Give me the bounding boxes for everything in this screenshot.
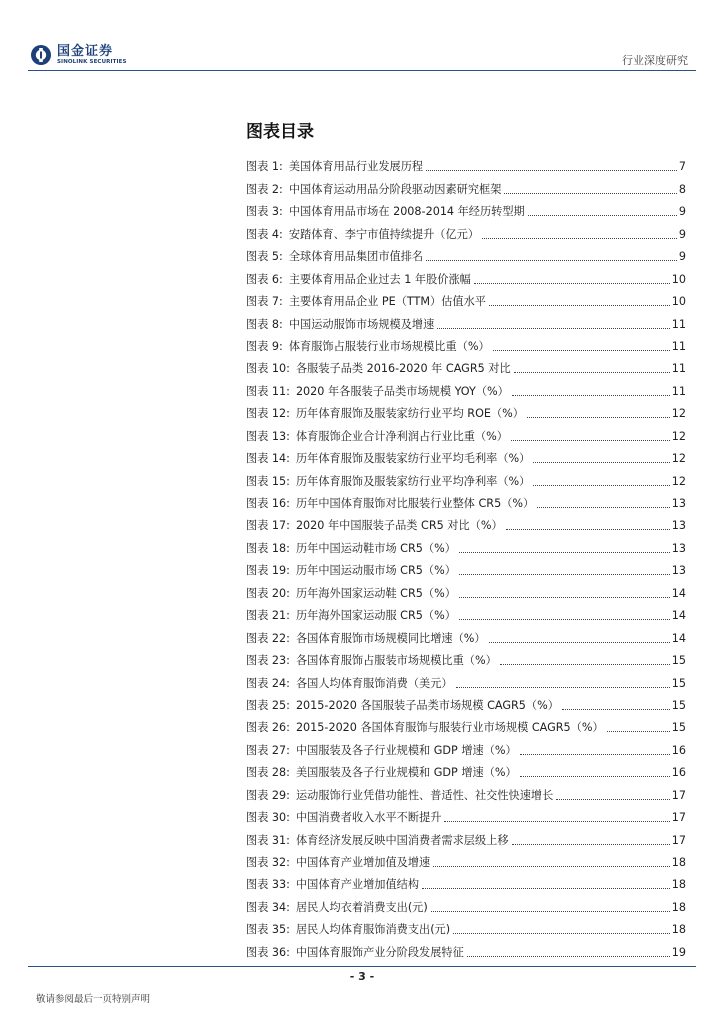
toc-entry-page: 13 <box>671 519 686 533</box>
toc-entry[interactable] <box>246 466 686 488</box>
toc-leader-dots <box>431 911 670 912</box>
toc-entry-page: 10 <box>671 295 686 309</box>
toc-entry[interactable] <box>246 937 686 959</box>
toc-leader-dots <box>512 844 670 845</box>
toc-list <box>246 152 686 960</box>
company-logo <box>30 42 127 68</box>
toc-entry-title: 中国体育产业增加值结构 <box>295 878 420 892</box>
toc-entry-page: 15 <box>671 676 686 690</box>
toc-title: 图表目录 <box>246 122 314 142</box>
toc-entry-title: 中国体育用品市场在 2008-2014 年经历转型期 <box>288 205 525 219</box>
toc-leader-dots <box>489 305 670 306</box>
toc-entry[interactable] <box>246 444 686 466</box>
toc-entry[interactable] <box>246 421 686 443</box>
toc-entry[interactable] <box>246 511 686 533</box>
toc-leader-dots <box>467 956 670 957</box>
toc-entry-title: 安踏体育、李宁市值持续提升（亿元） <box>288 227 480 241</box>
toc-leader-dots <box>433 866 670 867</box>
toc-entry-number: 图表 31: <box>246 833 290 847</box>
page-number: - 3 - <box>349 970 375 983</box>
logo-english-name: SINOLINK SECURITIES <box>57 58 127 65</box>
toc-entry[interactable] <box>246 242 686 264</box>
page-header <box>0 0 724 72</box>
toc-entry[interactable] <box>246 219 686 241</box>
toc-entry-page: 15 <box>671 698 686 712</box>
toc-entry[interactable] <box>246 870 686 892</box>
toc-entry-page: 14 <box>671 586 686 600</box>
toc-entry-number: 图表 18: <box>246 541 290 555</box>
toc-entry-page: 17 <box>671 833 686 847</box>
toc-entry-number: 图表 9: <box>246 339 283 353</box>
toc-leader-dots <box>506 529 670 530</box>
toc-entry[interactable] <box>246 264 686 286</box>
toc-entry-number: 图表 27: <box>246 743 290 757</box>
toc-entry-page: 12 <box>671 429 686 443</box>
toc-entry-number: 图表 21: <box>246 609 290 623</box>
toc-leader-dots <box>511 440 670 441</box>
toc-entry-page: 13 <box>671 541 686 555</box>
toc-entry-number: 图表 12: <box>246 407 290 421</box>
toc-entry-page: 18 <box>671 878 686 892</box>
toc-entry-title: 体育服饰企业合计净利润占行业比重（%） <box>295 429 508 443</box>
toc-entry-page: 11 <box>671 317 686 331</box>
toc-entry[interactable] <box>246 309 686 331</box>
toc-entry-title: 美国服装及各子行业规模和 GDP 增速（%） <box>295 766 517 780</box>
toc-entry-number: 图表 32: <box>246 856 290 869</box>
toc-entry-number: 图表 20: <box>246 586 290 600</box>
toc-entry-number: 图表 17: <box>246 519 290 533</box>
toc-leader-dots <box>459 552 670 553</box>
toc-leader-dots <box>459 574 670 575</box>
toc-leader-dots <box>453 933 670 934</box>
toc-entry-page: 17 <box>671 811 686 825</box>
toc-entry-title: 体育经济发展反映中国消费者需求层级上移 <box>295 833 509 847</box>
toc-entry-page: 15 <box>671 654 686 668</box>
toc-entry[interactable] <box>246 533 686 555</box>
toc-entry-title: 历年中国体育服饰对比服装行业整体 CR5（%） <box>295 497 535 510</box>
toc-entry-page: 13 <box>671 497 686 510</box>
toc-entry[interactable] <box>246 646 686 668</box>
toc-entry-page: 9 <box>678 250 686 264</box>
toc-entry-number: 图表 33: <box>246 878 290 892</box>
toc-entry[interactable] <box>246 332 686 354</box>
toc-entry-number: 图表 4: <box>246 227 283 241</box>
toc-entry-number: 图表 13: <box>246 429 290 443</box>
toc-entry-page: 18 <box>671 900 686 914</box>
toc-entry[interactable] <box>246 556 686 578</box>
toc-entry-page: 14 <box>671 631 686 645</box>
toc-entry-number: 图表 19: <box>246 564 290 578</box>
toc-entry-page: 12 <box>671 452 686 466</box>
toc-entry-page: 12 <box>671 474 686 488</box>
toc-leader-dots <box>607 731 670 732</box>
toc-entry-title: 历年海外国家运动服 CR5（%） <box>295 609 456 623</box>
toc-leader-dots <box>514 372 670 373</box>
toc-entry[interactable] <box>246 174 686 196</box>
toc-entry-number: 图表 34: <box>246 900 290 914</box>
toc-entry-title: 历年体育服饰及服装家纺行业平均净利率（%） <box>295 474 531 488</box>
toc-leader-dots <box>489 642 670 643</box>
toc-entry-title: 各国人均体育服饰消费（美元） <box>295 676 453 690</box>
toc-entry[interactable] <box>246 578 686 600</box>
toc-entry-page: 12 <box>671 407 686 421</box>
toc-entry-title: 中国体育服饰产业分阶段发展特征 <box>295 945 464 959</box>
toc-entry-page: 14 <box>671 609 686 623</box>
sinolink-logo-icon <box>30 44 52 66</box>
toc-entry-title: 运动服饰行业凭借功能性、普适性、社交性快速增长 <box>295 788 554 802</box>
toc-leader-dots <box>504 193 676 194</box>
toc-entry-title: 中国体育运动用品分阶段驱动因素研究框架 <box>288 182 502 196</box>
toc-entry[interactable] <box>246 489 686 511</box>
toc-entry[interactable] <box>246 735 686 757</box>
toc-entry-number: 图表 29: <box>246 788 290 802</box>
toc-entry-title: 历年体育服饰及服装家纺行业平均 ROE（%） <box>295 407 524 421</box>
toc-entry-title: 历年体育服饰及服装家纺行业平均毛利率（%） <box>295 452 531 466</box>
toc-entry-page: 18 <box>671 923 686 937</box>
toc-leader-dots <box>527 417 670 418</box>
toc-leader-dots <box>426 260 677 261</box>
toc-entry[interactable] <box>246 780 686 802</box>
toc-entry-title: 各服装子品类 2016-2020 年 CAGR5 对比 <box>295 362 511 376</box>
toc-entry-page: 10 <box>671 272 686 286</box>
toc-entry[interactable] <box>246 825 686 847</box>
toc-entry[interactable] <box>246 376 686 398</box>
toc-entry[interactable] <box>246 623 686 645</box>
toc-entry-title: 历年中国运动服市场 CR5（%） <box>295 564 456 578</box>
toc-entry-number: 图表 28: <box>246 766 290 780</box>
toc-entry-title: 2020 年中国服装子品类 CR5 对比（%） <box>295 519 503 533</box>
toc-entry-number: 图表 22: <box>246 631 290 645</box>
toc-entry[interactable] <box>246 915 686 937</box>
toc-entry-number: 图表 2: <box>246 182 283 196</box>
toc-entry-number: 图表 8: <box>246 317 283 331</box>
toc-entry-title: 美国体育用品行业发展历程 <box>288 160 424 174</box>
toc-entry[interactable] <box>246 152 686 174</box>
toc-leader-dots <box>556 799 669 800</box>
header-divider <box>28 70 696 71</box>
logo-wordmark <box>57 45 127 66</box>
toc-entry-title: 中国运动服饰市场规模及增速 <box>288 317 435 331</box>
footer-divider <box>28 966 696 967</box>
toc-entry[interactable] <box>246 197 686 219</box>
toc-leader-dots <box>459 597 670 598</box>
toc-leader-dots <box>493 350 670 351</box>
toc-entry-page: 16 <box>671 743 686 757</box>
toc-leader-dots <box>426 170 677 171</box>
toc-entry-number: 图表 10: <box>246 362 290 376</box>
toc-entry-title: 主要体育用品企业过去 1 年股价涨幅 <box>288 272 471 286</box>
footer-disclaimer: 敬请参阅最后一页特别声明 <box>36 994 151 1005</box>
toc-entry-number: 图表 35: <box>246 923 290 937</box>
toc-entry[interactable] <box>246 758 686 780</box>
toc-leader-dots <box>482 238 677 239</box>
toc-entry-title: 居民人均体育服饰消费支出(元) <box>295 923 451 937</box>
toc-leader-dots <box>444 821 669 822</box>
toc-leader-dots <box>533 462 669 463</box>
toc-entry-title: 主要体育用品企业 PE（TTM）估值水平 <box>288 295 486 309</box>
toc-entry-title: 中国体育产业增加值及增速 <box>295 856 431 869</box>
toc-entry-page: 7 <box>678 160 686 174</box>
toc-entry-number: 图表 15: <box>246 474 290 488</box>
toc-entry-number: 图表 3: <box>246 205 283 219</box>
toc-entry-page: 8 <box>678 182 686 196</box>
toc-leader-dots <box>528 215 677 216</box>
toc-entry-number: 图表 26: <box>246 721 290 735</box>
toc-entry-title: 各国体育服饰占服装市场规模比重（%） <box>295 654 497 668</box>
toc-entry[interactable] <box>246 287 686 309</box>
toc-entry-title: 中国消费者收入水平不断提升 <box>295 811 442 825</box>
toc-entry-title: 体育服饰占服装行业市场规模比重（%） <box>288 339 490 353</box>
toc-entry-number: 图表 16: <box>246 497 290 510</box>
toc-entry[interactable] <box>246 713 686 735</box>
toc-entry[interactable] <box>246 803 686 825</box>
toc-entry[interactable] <box>246 399 686 421</box>
toc-entry-number: 图表 36: <box>246 945 290 959</box>
toc-entry-page: 11 <box>671 384 686 398</box>
toc-entry-number: 图表 7: <box>246 295 283 309</box>
toc-entry[interactable] <box>246 691 686 713</box>
toc-entry-page: 9 <box>678 205 686 219</box>
toc-entry-title: 历年海外国家运动鞋 CR5（%） <box>295 586 456 600</box>
toc-entry[interactable] <box>246 668 686 690</box>
toc-leader-dots <box>562 709 670 710</box>
toc-entry-page: 9 <box>678 227 686 241</box>
toc-leader-dots <box>456 687 670 688</box>
toc-entry[interactable] <box>246 354 686 376</box>
toc-entry-number: 图表 23: <box>246 654 290 668</box>
toc-entry-number: 图表 11: <box>246 384 290 398</box>
toc-leader-dots <box>520 776 670 777</box>
toc-entry-page: 13 <box>671 564 686 578</box>
toc-leader-dots <box>533 485 669 486</box>
toc-leader-dots <box>512 395 670 396</box>
toc-entry-page: 15 <box>671 721 686 735</box>
toc-leader-dots <box>459 619 670 620</box>
toc-entry-number: 图表 30: <box>246 811 290 825</box>
toc-leader-dots <box>537 507 670 508</box>
report-type-label: 行业深度研究 <box>622 54 688 67</box>
toc-entry-number: 图表 1: <box>246 160 283 174</box>
toc-entry-number: 图表 6: <box>246 272 283 286</box>
toc-leader-dots <box>437 328 669 329</box>
toc-entry-page: 18 <box>671 856 686 869</box>
toc-entry-title: 2020 年各服装子品类市场规模 YOY（%） <box>295 384 509 398</box>
toc-entry-page: 16 <box>671 766 686 780</box>
toc-entry-title: 各国体育服饰市场规模同比增速（%） <box>295 631 486 645</box>
logo-chinese-name: 国金证券 <box>57 43 114 59</box>
toc-entry-title: 中国服装及各子行业规模和 GDP 增速（%） <box>295 743 517 757</box>
toc-entry-page: 11 <box>671 339 686 353</box>
toc-entry-number: 图表 25: <box>246 698 290 712</box>
toc-entry-title: 2015-2020 各国体育服饰与服装行业市场规模 CAGR5（%） <box>295 721 604 735</box>
toc-entry-number: 图表 14: <box>246 452 290 466</box>
toc-entry-title: 2015-2020 各国服装子品类市场规模 CAGR5（%） <box>295 698 559 712</box>
toc-entry-title: 全球体育用品集团市值排名 <box>288 250 424 264</box>
toc-entry-title: 居民人均衣着消费支出(元) <box>295 900 428 914</box>
toc-leader-dots <box>500 664 670 665</box>
toc-leader-dots <box>422 888 670 889</box>
toc-entry[interactable] <box>246 848 686 870</box>
toc-entry-page: 19 <box>671 945 686 959</box>
toc-leader-dots <box>520 754 670 755</box>
toc-entry-title: 历年中国运动鞋市场 CR5（%） <box>295 541 456 555</box>
toc-entry[interactable] <box>246 892 686 914</box>
toc-leader-dots <box>474 283 670 284</box>
toc-entry[interactable] <box>246 601 686 623</box>
toc-entry-page: 11 <box>671 362 686 376</box>
toc-entry-page: 17 <box>671 788 686 802</box>
toc-entry-number: 图表 24: <box>246 676 290 690</box>
toc-entry-number: 图表 5: <box>246 250 283 264</box>
